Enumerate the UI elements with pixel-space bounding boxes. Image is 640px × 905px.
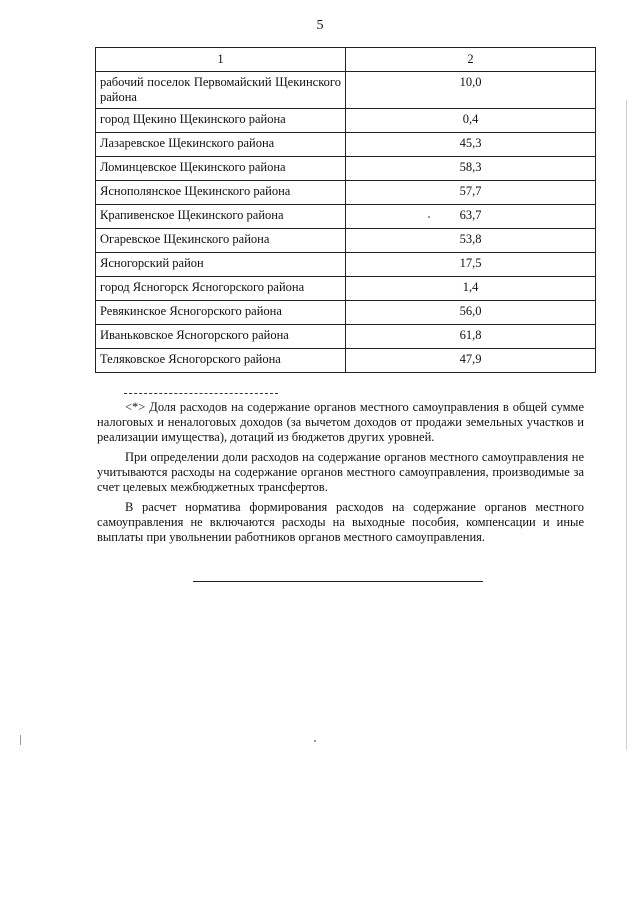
table-row [96, 253, 596, 277]
footnote-separator [124, 393, 278, 394]
row-name: Ясногорский район [96, 253, 346, 277]
row-name: Теляковское Ясногорского района [96, 349, 346, 373]
end-of-document-line [193, 581, 483, 582]
table-row [96, 157, 596, 181]
scan-edge-line [626, 100, 627, 750]
column-header-1: 1 [96, 48, 346, 72]
scan-mark [20, 735, 21, 745]
row-name: Ломинцевское Щекинского района [96, 157, 346, 181]
row-name: Крапивенское Щекинского района [96, 205, 346, 229]
table-row [96, 229, 596, 253]
row-value: 45,3 [346, 133, 596, 157]
note-paragraph-2: В расчет норматива формирования расходов на содержание органов местного самоуправления не включаются расходы на выходные пособия, компенсации и иные выплаты при увольнении работников органов местного самоуправления. [97, 500, 584, 544]
row-value: 10,0 [346, 72, 596, 109]
row-name: Иваньковское Ясногорского района [96, 325, 346, 349]
table-row [96, 72, 596, 109]
table-row [96, 133, 596, 157]
table-row [96, 109, 596, 133]
row-value: 0,4 [346, 109, 596, 133]
notes-section [97, 400, 584, 550]
row-value: 61,8 [346, 325, 596, 349]
row-name: Ревякинское Ясногорского района [96, 301, 346, 325]
table-header-row [96, 48, 596, 72]
table-row [96, 301, 596, 325]
data-table [95, 47, 596, 373]
scan-speck [428, 216, 430, 218]
table-row [96, 277, 596, 301]
row-name: город Ясногорск Ясногорского района [96, 277, 346, 301]
row-value: 53,8 [346, 229, 596, 253]
table-row [96, 181, 596, 205]
table-row [96, 349, 596, 373]
row-value: 63,7 [346, 205, 596, 229]
page-number: 5 [316, 18, 324, 33]
row-name: Лазаревское Щекинского района [96, 133, 346, 157]
row-name: рабочий поселок Первомайский Щекинского района [96, 72, 346, 109]
table-row [96, 325, 596, 349]
scan-speck [314, 740, 316, 742]
table-row [96, 205, 596, 229]
row-value: 17,5 [346, 253, 596, 277]
row-value: 56,0 [346, 301, 596, 325]
column-header-2: 2 [346, 48, 596, 72]
row-value: 58,3 [346, 157, 596, 181]
row-value: 47,9 [346, 349, 596, 373]
row-value: 57,7 [346, 181, 596, 205]
row-name: Яснополянское Щекинского района [96, 181, 346, 205]
row-name: Огаревское Щекинского района [96, 229, 346, 253]
row-value: 1,4 [346, 277, 596, 301]
footnote-text: <*> Доля расходов на содержание органов местного самоуправления в общей сумме налоговых и неналоговых доходов (за вычетом доходов от продажи земельных участков и реализации имущества), дотаций из бюджетов других уровней. [97, 400, 584, 444]
note-paragraph-1: При определении доли расходов на содержание органов местного самоуправления не учитываются расходы на содержание органов местного самоуправления, производимые за счет целевых межбюджетных трансфертов. [97, 450, 584, 494]
row-name: город Щекино Щекинского района [96, 109, 346, 133]
